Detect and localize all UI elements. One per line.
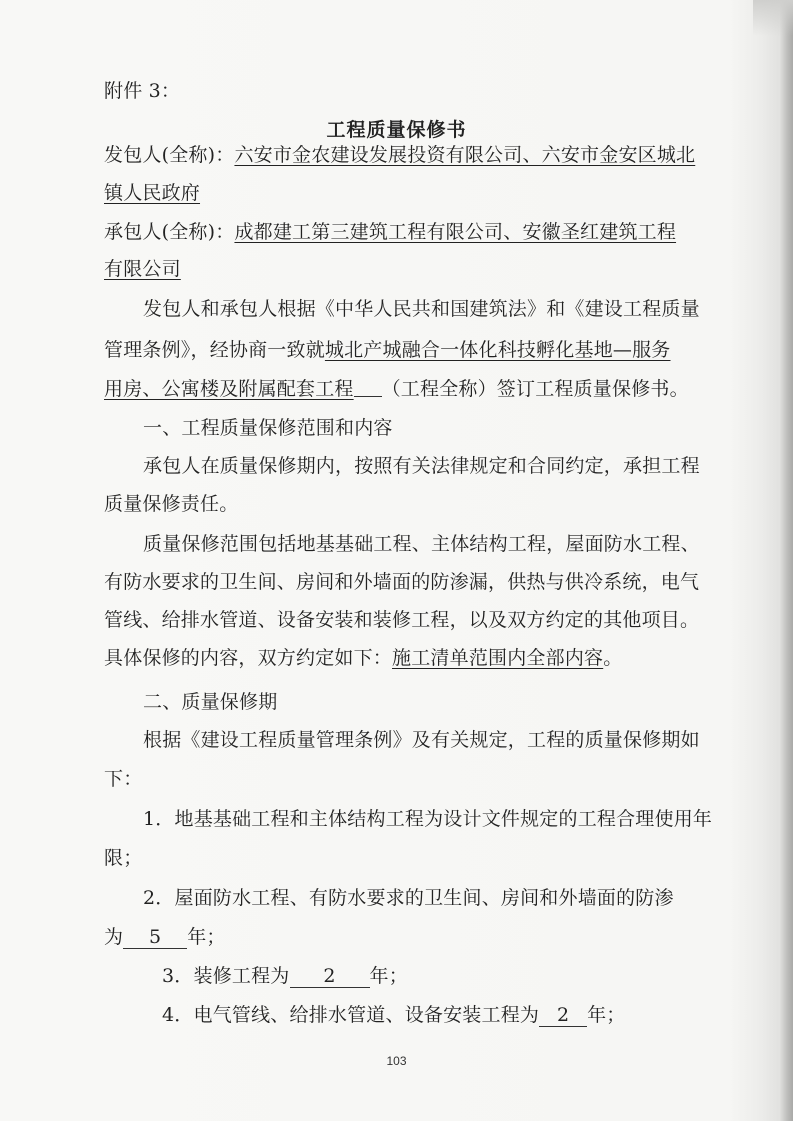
section1-heading: 一、工程质量保修范围和内容 [143,417,393,439]
section1-p2-line-3: 管线、给排水管道、设备安装和装修工程，以及双方约定的其他项目。 [104,609,700,631]
item1-line-1: 1．地基基础工程和主体结构工程为设计文件规定的工程合理使用年 [143,808,713,830]
page-number: 103 [386,1054,407,1068]
scope-value: 施工清单范围内全部内容 [392,647,604,669]
intro-line-1: 发包人和承包人根据《中华人民共和国建筑法》和《建设工程质量 [143,298,700,320]
contractor-name-part-1: 成都建工第三建筑工程有限公司、安徽圣红建筑工程 [234,221,677,243]
page-corner-shadow [753,0,793,36]
item2-prefix: 为 [104,926,124,948]
intro-line-2 [104,337,671,363]
employer-name-part-2: 镇人民政府 [104,182,201,204]
attachment-label: 附件 3： [104,80,181,102]
section1-p2-line-2: 有防水要求的卫生间、房间和外墙面的防渗漏，供热与供冷系统，电气 [104,571,700,593]
contractor-line-2 [104,256,181,282]
item3-suffix: 年； [369,965,408,987]
item4-suffix: 年； [587,1004,626,1026]
item3-line [162,963,408,989]
intro-text-3b: （工程全称）签订工程质量保修书。 [381,378,689,400]
section1-p2-line-4 [104,645,622,671]
item3-prefix: 3．装修工程为 [162,965,290,987]
item2-suffix: 年； [187,926,226,948]
item2-line-2 [104,924,226,950]
intro-line-3 [104,376,689,402]
project-name-part-2: 用房、公寓楼及附属配套工程 [104,378,354,400]
item2-line-1: 2．屋面防水工程、有防水要求的卫生间、房间和外墙面的防渗 [143,887,674,909]
scope-period: 。 [603,647,623,669]
intro-text-2a: 管理条例》，经协商一致就 [104,339,325,361]
employer-name-part-1: 六安市金农建设发展投资有限公司、六安市金安区城北 [234,144,696,166]
section2-p1-line-2: 下： [104,768,143,790]
section2-heading: 二、质量保修期 [143,691,278,713]
project-name-part-1: 城北产城融合一体化科技孵化基地—服务 [324,339,671,361]
item4-years-field: 2 [539,1004,587,1027]
scope-label: 具体保修的内容，双方约定如下： [104,647,393,669]
contractor-label: 承包人(全称)： [104,221,235,243]
item4-line [162,1002,626,1028]
document-title: 工程质量保修书 [326,119,467,141]
item4-prefix: 4．电气管线、给排水管道、设备安装工程为 [162,1004,540,1026]
section1-p1-line-2: 质量保修责任。 [104,493,239,515]
employer-line-2 [104,180,200,206]
contractor-name-part-2: 有限公司 [104,258,181,280]
page-edge-shadow [779,0,793,1121]
item3-years-field: 2 [290,965,370,988]
project-name-underline-gap [354,378,382,397]
section1-p2-line-1: 质量保修范围包括地基基础工程、主体结构工程，屋面防水工程、 [143,533,700,555]
section2-p1-line-1: 根据《建设工程质量管理条例》及有关规定，工程的质量保修期如 [143,729,700,751]
section1-p1-line-1: 承包人在质量保修期内，按照有关法律规定和合同约定，承担工程 [143,455,700,477]
item2-years-field: 5 [123,926,187,949]
item1-line-2: 限； [104,847,143,869]
employer-line-1 [104,142,695,168]
employer-label: 发包人(全称)： [104,144,235,166]
contractor-line-1 [104,219,676,245]
